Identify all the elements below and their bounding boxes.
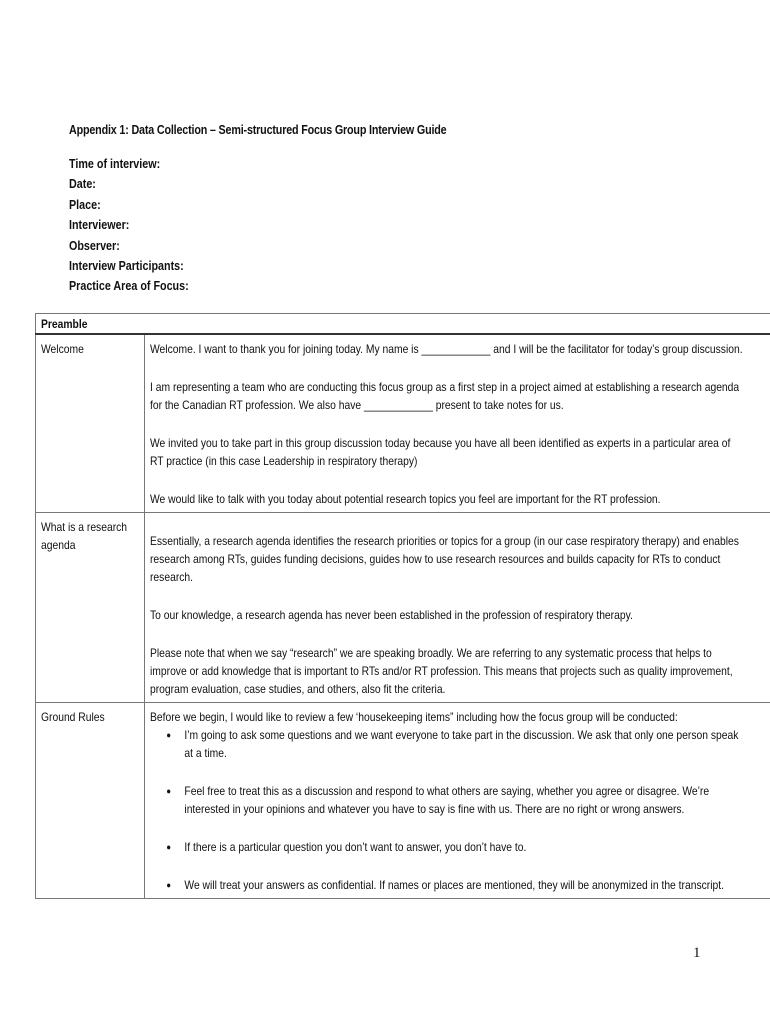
research-agenda-row [36,513,770,703]
rules-content-cell [145,703,770,899]
welcome-content-cell [145,334,770,513]
meta-place: Place: [69,197,101,212]
meta-practice-area: Practice Area of Focus: [69,279,189,294]
rules-list-item [150,838,743,856]
welcome-paragraph: I am representing a team who are conducting this focus group as a first step in a project aimed at establishing a research agenda for the Canadian RT profession. We also have ____________ present to take notes for us. [150,380,740,412]
agenda-paragraph: To our knowledge, a research agenda has never been established in the profession of respiratory therapy. [150,608,633,622]
rules-list-item [150,726,743,762]
welcome-label: Welcome [41,342,84,356]
page-number: 1 [693,945,701,961]
rules-list-item [150,876,743,894]
agenda-label-cell [36,513,145,703]
bullet-icon: ● [166,880,172,890]
welcome-row [36,334,770,513]
meta-interviewer: Interviewer: [69,218,130,233]
preamble-header-text: Preamble [41,317,88,331]
meta-date: Date: [69,177,96,192]
rules-list-item [150,782,743,818]
agenda-paragraph: Essentially, a research agenda identifies the research priorities or topics for a group (in our case respiratory therapy) and enables research among RTs, guides funding decisions, guides how to use research resources and builds capacity for RTs to conduct research. [150,534,739,584]
meta-interview-participants: Interview Participants: [69,258,184,273]
rules-label: Ground Rules [41,710,105,724]
welcome-label-cell [36,334,145,513]
ground-rules-row [36,703,770,899]
bullet-icon: ● [166,730,172,740]
agenda-label: What is a research agenda [41,520,128,552]
agenda-paragraph: Please note that when we say “research” we are speaking broadly. We are referring to any systematic process that helps to improve or add knowledge that is important to RTs and/or RT profession. This means that projects such as quality improvement, program evaluation, case studies, and others, also fit the criteria. [150,646,733,696]
page-title: Appendix 1: Data Collection – Semi-structured Focus Group Interview Guide [69,123,447,137]
rules-item-text: I’m going to ask some questions and we want everyone to take part in the discussion. We ask that only one person speak at a time. [184,728,739,760]
rules-item-text: If there is a particular question you don’t want to answer, you don’t have to. [184,840,527,854]
preamble-header [36,314,770,335]
meta-time-of-interview: Time of interview: [69,157,161,171]
welcome-paragraph: Welcome. I want to thank you for joining today. My name is ____________ and I will be the facilitator for today’s group discussion. [150,342,743,356]
preamble-header-row [36,314,770,335]
rules-label-cell [36,703,145,899]
meta-observer: Observer: [69,238,120,253]
agenda-content-cell [145,513,770,703]
rules-item-text: Feel free to treat this as a discussion and respond to what others are saying, whether you agree or disagree. We’re interested in your opinions and whatever you have to say is fine with us. There are no right or wrong answers. [184,784,710,816]
interview-metadata-list [69,154,208,297]
rules-bullet-list [150,726,743,894]
rules-item-text: We will treat your answers as confidential. If names or places are mentioned, they will be anonymized in the transcript. [184,878,724,892]
interview-guide-table [35,313,770,899]
rules-intro: Before we begin, I would like to review a few ‘housekeeping items” including how the focus group will be conducted: [150,710,678,724]
welcome-paragraph: We would like to talk with you today about potential research topics you feel are important for the RT profession. [150,492,661,506]
bullet-icon: ● [166,842,172,852]
welcome-paragraph: We invited you to take part in this group discussion today because you have all been identified as experts in a particular area of RT practice (in this case Leadership in respiratory therapy) [150,436,731,468]
bullet-icon: ● [166,786,172,796]
